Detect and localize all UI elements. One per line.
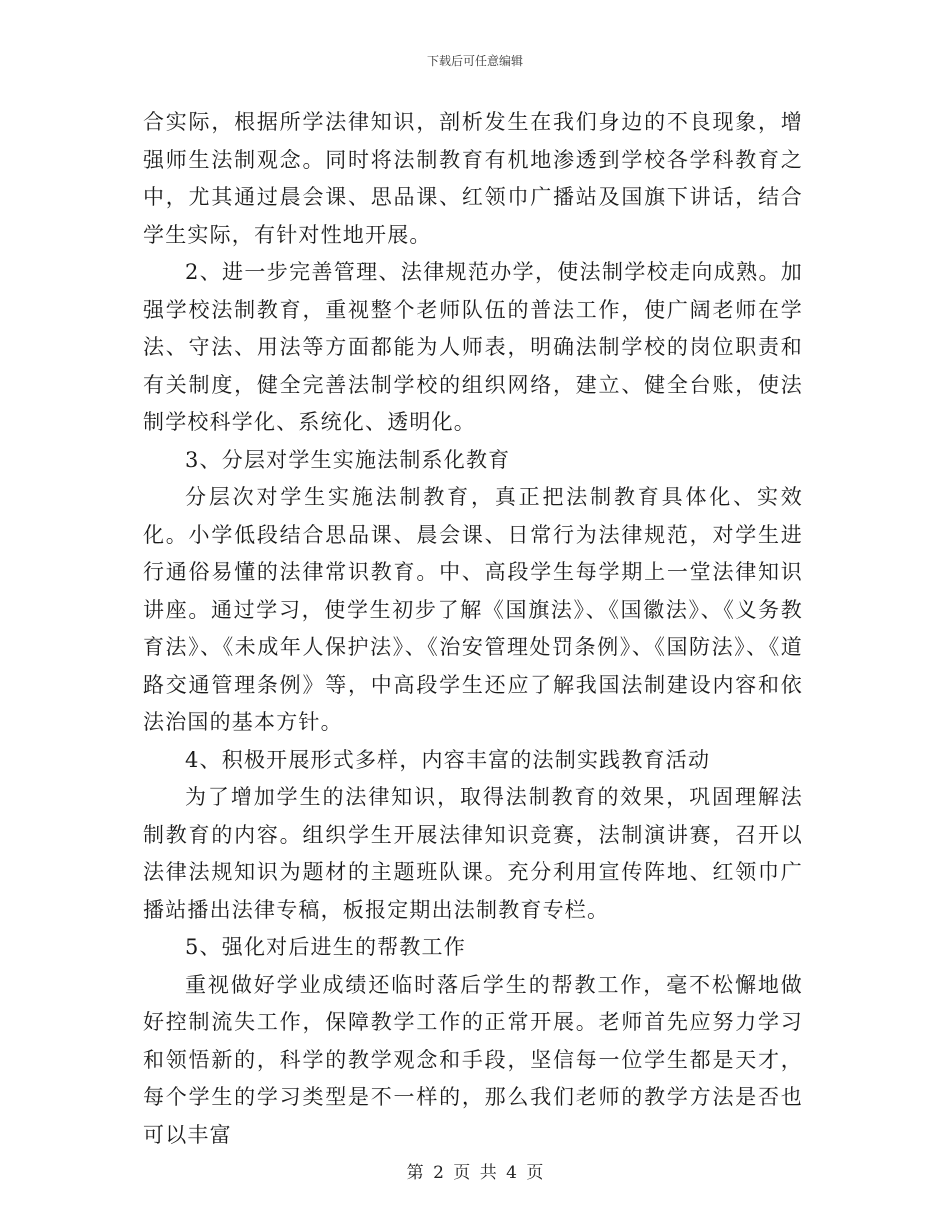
section-heading-5: 5、强化对后进生的帮教工作 (185, 935, 466, 959)
paragraph: 合实际，根据所学法律知识，剖析发生在我们身边的不良现象，增强师生法制观念。同时将法制教育有机地渗透到学校各学科教育之中，尤其通过晨会课、思品课、红领巾广播站及国旗下讲话，结合学生实际，有针对性地开展。 (143, 110, 803, 247)
paragraph: 分层次对学生实施法制教育，真正把法制教育具体化、实效化。小学低段结合思品课、晨会课、日常行为法律规范，对学生进行通俗易懂的法律常识教育。中、高段学生每学期上一堂法律知识讲座。通过学习，使学生初步了解《国旗法》、《国徽法》、《义务教育法》、《未成年人保护法》、《治安管理处罚条例》、《国防法》、《道路交通管理条例》等，中高段学生还应了解我国法制建设内容和依法治国的基本方针。 (143, 485, 803, 734)
section-heading-3: 3、分层对学生实施法制系化教育 (185, 447, 511, 472)
page-header: 下载后可任意编辑 (426, 54, 523, 68)
numbered-paragraph-2: 2、进一步完善管理、法律规范办学，使法制学校走向成熟。加强学校法制教育，重视整个老师队伍的普法工作，使广阔老师在学法、守法、用法等方面都能为人师表，明确法制学校的岗位职责和有关制度，健全完善法制学校的组织网络，建立、健全台账，使法制学校科学化、系统化、透明化。 (143, 260, 803, 434)
paragraph: 为了增加学生的法律知识，取得法制教育的效果，巩固理解法制教育的内容。组织学生开展法律知识竞赛，法制演讲赛，召开以法律法规知识为题材的主题班队课。充分利用宣传阵地、红领巾广播站播出法律专稿，板报定期出法制教育专栏。 (143, 785, 803, 922)
paragraph: 重视做好学业成绩还临时落后学生的帮教工作，毫不松懈地做好控制流失工作，保障教学工作的正常开展。老师首先应努力学习和领悟新的，科学的教学观念和手段，坚信每一位学生都是天才，每个学生的学习类型是不一样的，那么我们老师的教学方法是否也可以丰富 (143, 972, 803, 1147)
page-number-footer: 第 2 页 共 4 页 (406, 1163, 544, 1183)
section-heading-4: 4、积极开展形式多样，内容丰富的法制实践教育活动 (185, 747, 711, 772)
document-body (143, 104, 803, 1154)
